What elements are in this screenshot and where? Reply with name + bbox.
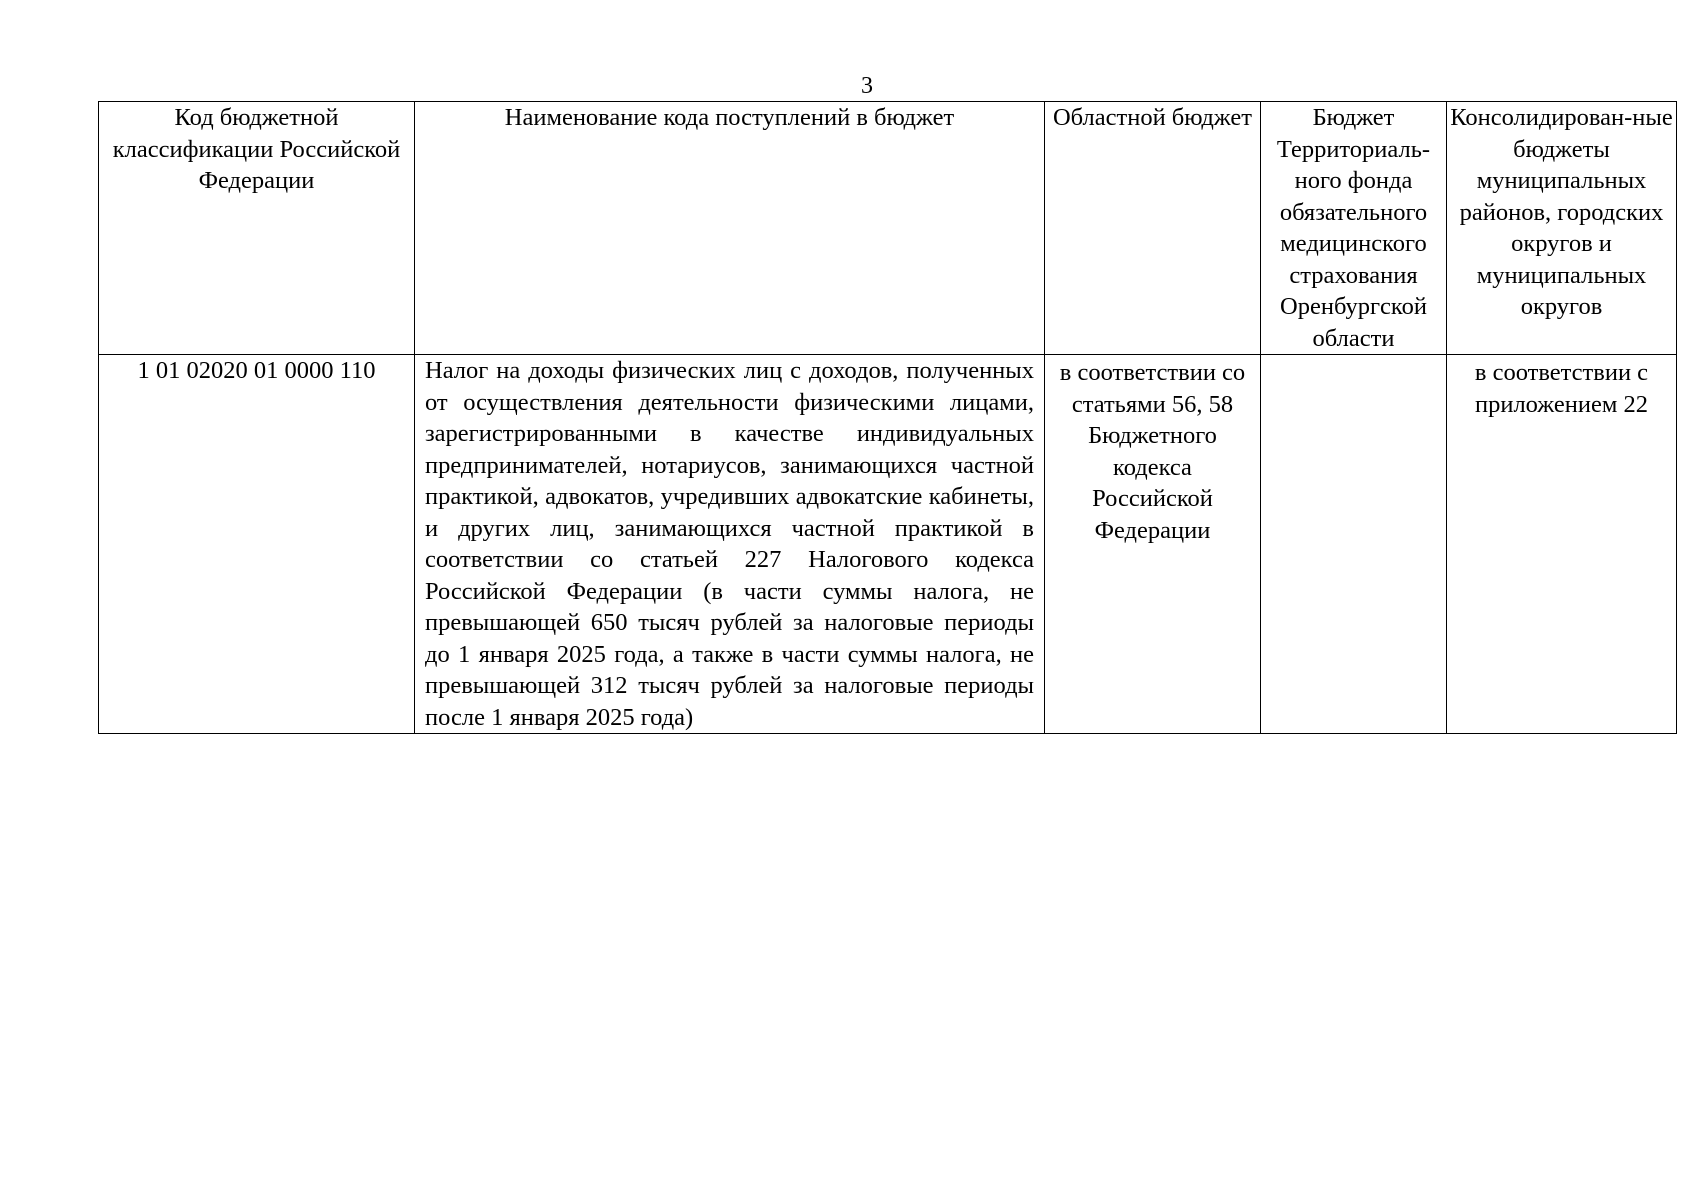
cell-name: Налог на доходы физических лиц с доходов, полученных от осуществления деятельности физическими лицами, зарегистрированными в качестве индивидуальных предпринимателей, нотариусов, занимающихся частной практикой, адвокатов, учредивших адвокатские кабинеты, и других лиц, занимающихся частной практикой в соответствии со статьей 227 Налогового кодекса Российской Федерации (в части суммы налога, не превышающей 650 тысяч рублей за налоговые периоды до 1 января 2025 года, а также в части суммы налога, не превышающей 312 тысяч рублей за налоговые периоды после 1 января 2025 года)	[415, 355, 1045, 734]
cell-tfoms-budget	[1261, 355, 1447, 734]
header-tfoms-budget: Бюджет Территориаль-ного фонда обязательного медицинского страхования Оренбургской области	[1261, 102, 1447, 355]
header-municipal-budgets: Консолидирован-ные бюджеты муниципальных районов, городских округов и муниципальных округов	[1447, 102, 1677, 355]
header-name: Наименование кода поступлений в бюджет	[415, 102, 1045, 355]
cell-municipal-budgets: в соответствии с приложением 22	[1447, 355, 1677, 734]
header-regional-budget: Областной бюджет	[1045, 102, 1261, 355]
table-header-row	[99, 102, 1677, 355]
budget-revenue-table	[98, 101, 1677, 734]
cell-code: 1 01 02020 01 0000 110	[99, 355, 415, 734]
table-row	[99, 355, 1677, 734]
header-code: Код бюджетной классификации Российской Федерации	[99, 102, 415, 355]
page-number: 3	[861, 73, 873, 99]
cell-regional-budget: в соответствии со статьями 56, 58 Бюджетного кодекса Российской Федерации	[1045, 355, 1261, 734]
